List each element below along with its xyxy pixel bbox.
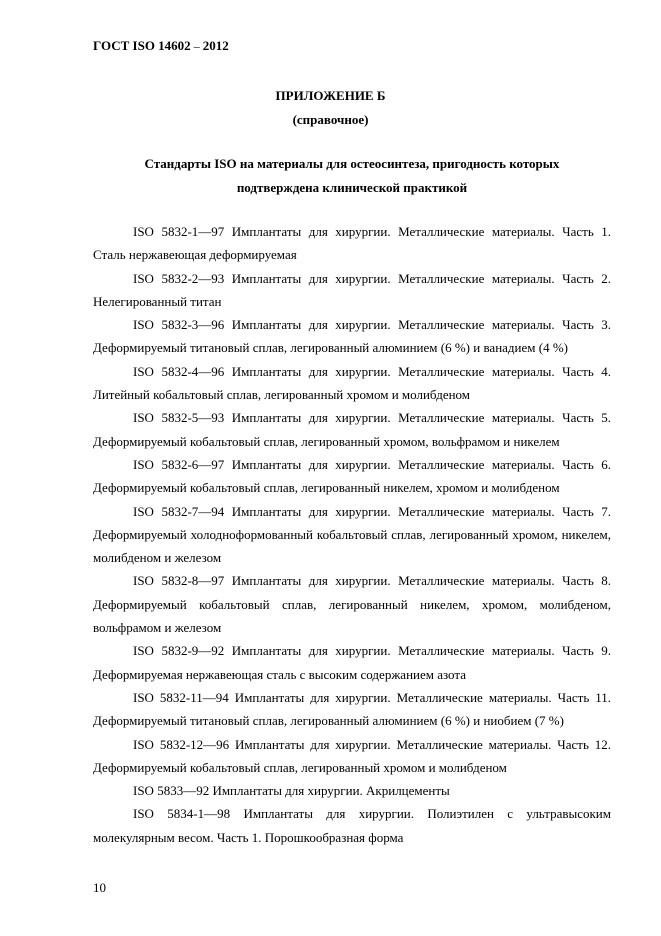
document-header bbox=[93, 38, 229, 54]
standard-entry: ISO 5832-8—97 Имплантаты для хирургии. Металлические материалы. Часть 8. Деформируемый кобальтовый сплав, легированный никелем, хромом, молибденом, вольфрамом и железом bbox=[93, 573, 611, 636]
section-title-line-1: Стандарты ISO на материалы для остеосинтеза, пригодность которых bbox=[144, 156, 560, 171]
standard-entry: ISO 5832-1—97 Имплантаты для хирургии. Металлические материалы. Часть 1. Сталь нержавеющая деформируемая bbox=[93, 224, 611, 263]
standard-entry: ISO 5832-4—96 Имплантаты для хирургии. Металлические материалы. Часть 4. Литейный кобальтовый сплав, легированный хромом и молибденом bbox=[93, 363, 611, 403]
standard-entry: ISO 5832-11—94 Имплантаты для хирургии. Металлические материалы. Часть 11. Деформируемый титановый сплав, легированный алюминием (6 %) и ниобием (7 %) bbox=[93, 689, 611, 729]
standard-entry: ISO 5832-5—93 Имплантаты для хирургии. Металлические материалы. Часть 5. Деформируемый кобальтовый сплав, легированный хромом, вольфрамом и никелем bbox=[93, 410, 611, 449]
standard-entry: ISO 5832-7—94 Имплантаты для хирургии. Металлические материалы. Часть 7. Деформируемый холодноформованный кобальтовый сплав, легированный хромом, никелем, молибденом и железом bbox=[93, 503, 611, 566]
standard-entry: ISO 5832-2—93 Имплантаты для хирургии. Металлические материалы. Часть 2. Нелегированный титан bbox=[93, 270, 611, 309]
standard-entry: ISO 5834-1—98 Имплантаты для хирургии. Полиэтилен с ультравысоким молекулярным весом. Часть 1. Порошкообразная форма bbox=[93, 806, 611, 845]
header-standard-number: ГОСТ ISO 14602 bbox=[93, 38, 191, 53]
standard-entry: ISO 5832-9—92 Имплантаты для хирургии. Металлические материалы. Часть 9. Деформируемая нержавеющая сталь с высоким содержанием азота bbox=[93, 643, 611, 682]
standard-entry: ISO 5833—92 Имплантаты для хирургии. Акрилцементы bbox=[133, 783, 450, 799]
header-dash: – bbox=[190, 39, 203, 53]
appendix-subtitle: (справочное) bbox=[292, 112, 369, 127]
header-year: 2012 bbox=[202, 38, 229, 53]
standards-list bbox=[93, 220, 611, 849]
standard-entry: ISO 5832-3—96 Имплантаты для хирургии. Металлические материалы. Часть 3. Деформируемый титановый сплав, легированный алюминием (6 %) и ванадием (4 %) bbox=[93, 317, 611, 356]
appendix-title: ПРИЛОЖЕНИЕ Б bbox=[275, 88, 386, 103]
section-title-line-2: подтверждена клинической практикой bbox=[236, 180, 468, 195]
standard-entry: ISO 5832-12—96 Имплантаты для хирургии. Металлические материалы. Часть 12. Деформируемый кобальтовый сплав, легированный хромом и молибденом bbox=[93, 736, 611, 775]
page-number: 10 bbox=[93, 880, 106, 895]
standard-entry: ISO 5832-6—97 Имплантаты для хирургии. Металлические материалы. Часть 6. Деформируемый кобальтовый сплав, легированный никелем, хромом и молибденом bbox=[93, 456, 611, 496]
section-title bbox=[93, 152, 611, 200]
